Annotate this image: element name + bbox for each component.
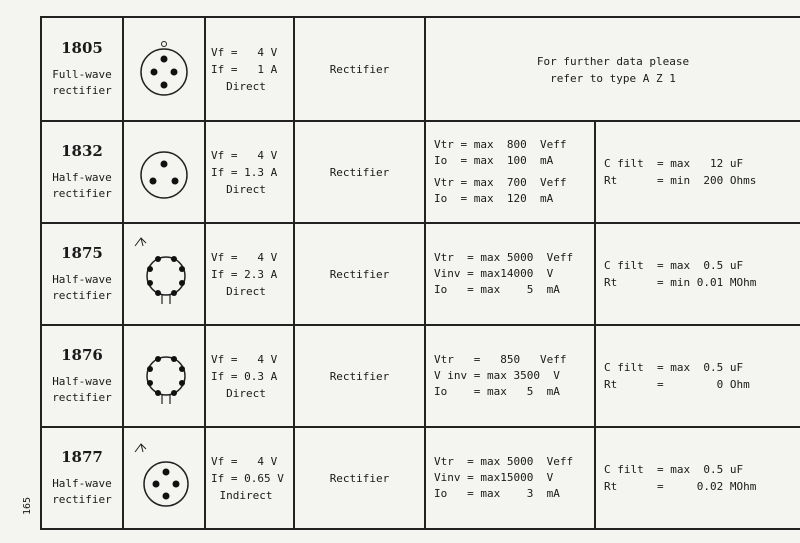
data-sheet	[40, 16, 800, 538]
heater-cell: Vf = 4 V If = 2.3 A Direct	[205, 223, 294, 325]
heater-cell: Vf = 4 V If = 0.65 V Indirect	[205, 427, 294, 529]
filter-cell: C filt = max 0.5 uF Rt = min 0.01 MOhm	[595, 223, 800, 325]
filter-cell: C filt = max 12 uF Rt = min 200 Ohms	[595, 121, 800, 223]
base-8pin-diagram	[129, 336, 199, 416]
filter-cell: C filt = max 0.5 uF Rt = 0 Ohm	[595, 325, 800, 427]
application-cell: Rectifier	[294, 121, 425, 223]
type-number: 1875	[61, 244, 103, 262]
type-description: Half-wave rectifier	[52, 477, 112, 506]
type-number: 1805	[61, 39, 103, 57]
type-description: Full-wave rectifier	[52, 68, 112, 97]
type-cell	[41, 17, 123, 121]
type-number: 1876	[61, 346, 103, 364]
type-number: 1877	[61, 448, 103, 466]
type-number: 1832	[61, 142, 103, 160]
filter-cell: C filt = max 0.5 uF Rt = 0.02 MOhm	[595, 427, 800, 529]
valve-data-table	[40, 16, 800, 530]
base-4pin-diagram	[134, 34, 194, 104]
socket-diagram-cell	[123, 223, 205, 325]
heater-cell: Vf = 4 V If = 0.3 A Direct	[205, 325, 294, 427]
table-row	[41, 121, 800, 223]
ratings-cell: Vtr = 850 Veff V inv = max 3500 V Io = max 5 mA	[425, 325, 595, 427]
ratings-cell: Vtr = max 5000 Veff Vinv = max15000 V Io = max 3 mA	[425, 427, 595, 529]
socket-diagram-cell	[123, 325, 205, 427]
application-cell: Rectifier	[294, 17, 425, 121]
base-8pin-diagram	[129, 234, 199, 314]
type-cell	[41, 223, 123, 325]
table-row	[41, 17, 800, 121]
ratings-cell: Vtr = max 5000 Veff Vinv = max14000 V Io = max 5 mA	[425, 223, 595, 325]
table-row	[41, 223, 800, 325]
further-data-note: For further data please refer to type A Z 1	[425, 17, 800, 121]
ratings-cell: Vtr = max 800 Veff Io = max 100 mA Vtr = max 700 Veff Io = max 120 mA	[425, 121, 595, 223]
socket-diagram-cell	[123, 427, 205, 529]
type-description: Half-wave rectifier	[52, 375, 112, 404]
socket-diagram-cell	[123, 121, 205, 223]
type-description: Half-wave rectifier	[52, 171, 112, 200]
application-cell: Rectifier	[294, 223, 425, 325]
table-row	[41, 325, 800, 427]
base-4pin-indirect-diagram	[129, 438, 199, 518]
heater-cell: Vf = 4 V If = 1 A Direct	[205, 17, 294, 121]
type-description: Half-wave rectifier	[52, 273, 112, 302]
type-cell	[41, 427, 123, 529]
application-cell: Rectifier	[294, 325, 425, 427]
page-number: 165	[22, 496, 33, 515]
heater-cell: Vf = 4 V If = 1.3 A Direct	[205, 121, 294, 223]
application-cell: Rectifier	[294, 427, 425, 529]
table-row	[41, 427, 800, 529]
type-cell	[41, 121, 123, 223]
type-cell	[41, 325, 123, 427]
base-3pin-diagram	[134, 137, 194, 207]
socket-diagram-cell	[123, 17, 205, 121]
